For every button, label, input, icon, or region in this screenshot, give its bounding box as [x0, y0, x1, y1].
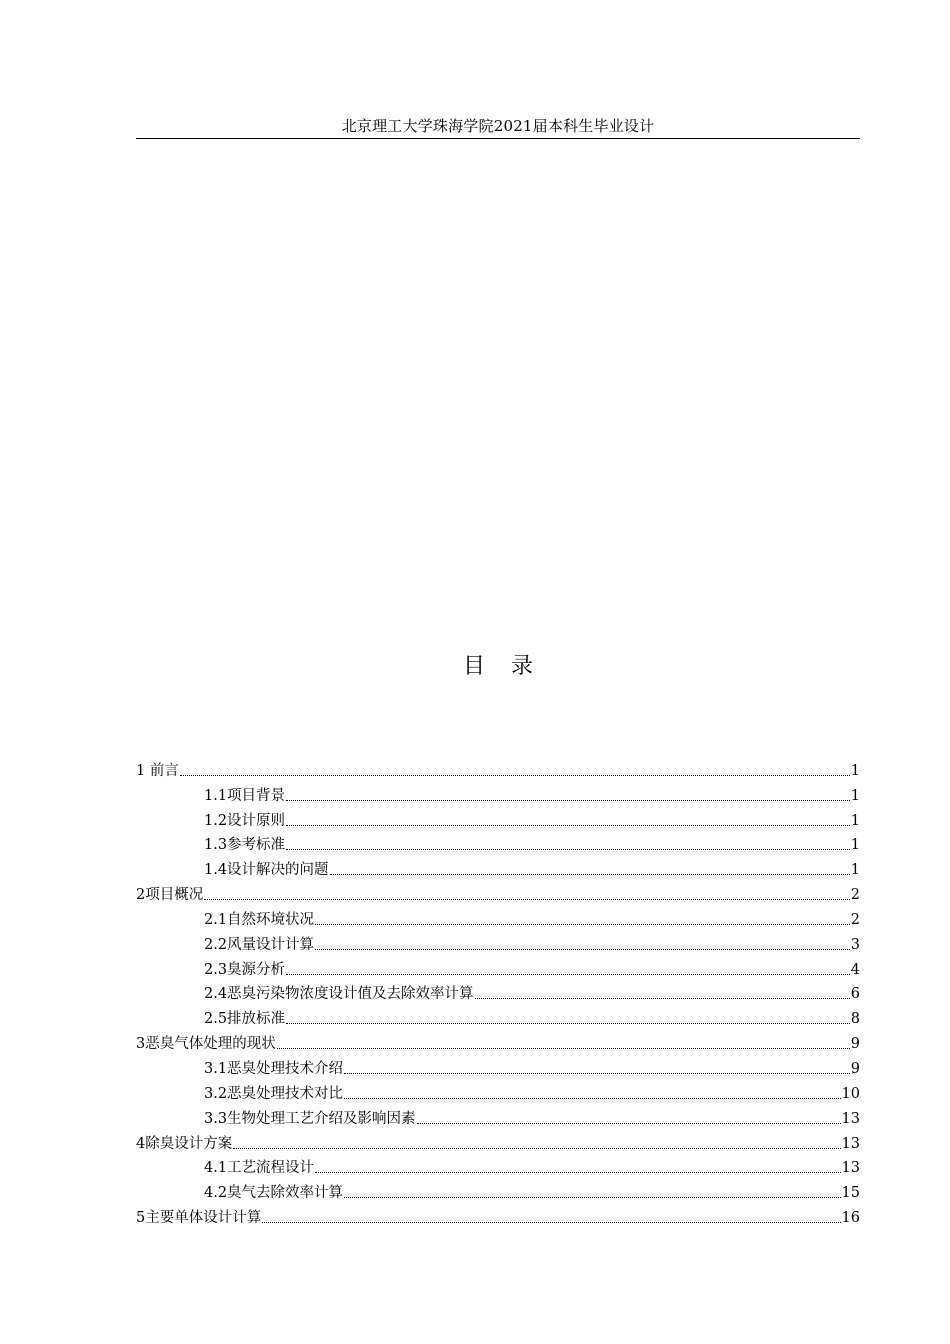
- toc-entry-page-number: 6: [850, 986, 860, 1003]
- toc-entry-label: 1.1项目背景: [204, 787, 286, 804]
- toc-dot-leader: [330, 874, 850, 875]
- toc-dot-leader: [344, 1073, 850, 1074]
- toc-entry-label: 3.2恶臭处理技术对比: [204, 1085, 344, 1102]
- toc-dot-leader: [286, 800, 850, 801]
- toc-entry[interactable]: [136, 1079, 860, 1104]
- toc-entry[interactable]: [136, 855, 860, 880]
- toc-entry-label: 1.3参考标准: [204, 837, 286, 854]
- toc-title: 目录: [462, 654, 559, 679]
- toc-dot-leader: [286, 974, 850, 975]
- toc-dot-leader: [286, 825, 850, 826]
- toc-entry[interactable]: [136, 781, 860, 806]
- toc-entry[interactable]: [136, 1129, 860, 1154]
- toc-entry[interactable]: [136, 831, 860, 856]
- toc-dot-leader: [277, 1048, 850, 1049]
- toc-entry-label: 2.1自然环境状况: [204, 911, 315, 928]
- toc-entry-label: 4除臭设计方案: [136, 1135, 233, 1152]
- toc-entry[interactable]: [136, 980, 860, 1005]
- toc-entry-page-number: 1: [850, 862, 860, 879]
- toc-entry-label: 1.2设计原则: [204, 812, 286, 829]
- toc-entry-page-number: 13: [841, 1110, 860, 1127]
- toc-entry-page-number: 16: [841, 1210, 860, 1227]
- toc-entry-label: 3.1恶臭处理技术介绍: [204, 1060, 344, 1077]
- toc-entry-page-number: 1: [850, 787, 860, 804]
- toc-entry[interactable]: [136, 1203, 860, 1228]
- toc-entry-page-number: 9: [850, 1036, 860, 1053]
- table-of-contents: [136, 756, 860, 1228]
- toc-entry-page-number: 1: [850, 837, 860, 854]
- toc-dot-leader: [233, 1148, 840, 1149]
- toc-dot-leader: [286, 1023, 850, 1024]
- toc-entry-label: 1.4设计解决的问题: [204, 862, 329, 879]
- toc-dot-leader: [262, 1222, 840, 1223]
- toc-entry[interactable]: [136, 930, 860, 955]
- toc-entry[interactable]: [136, 756, 860, 781]
- toc-dot-leader: [180, 775, 850, 776]
- toc-entry-page-number: 9: [850, 1060, 860, 1077]
- toc-dot-leader: [315, 949, 850, 950]
- toc-entry-label: 5主要单体设计计算: [136, 1210, 262, 1227]
- toc-entry-label: 4.1工艺流程设计: [204, 1160, 315, 1177]
- toc-entry-label: 4.2臭气去除效率计算: [204, 1185, 344, 1202]
- toc-entry-page-number: 2: [850, 887, 860, 904]
- toc-entry-page-number: 13: [841, 1160, 860, 1177]
- toc-entry-label: 2.2风量设计计算: [204, 936, 315, 953]
- toc-entry[interactable]: [136, 1004, 860, 1029]
- toc-entry-label: 2项目概况: [136, 887, 204, 904]
- toc-dot-leader: [286, 849, 850, 850]
- toc-dot-leader: [315, 924, 850, 925]
- toc-dot-leader: [344, 1197, 840, 1198]
- toc-entry-page-number: 8: [850, 1011, 860, 1028]
- toc-entry-label: 2.4恶臭污染物浓度设计值及去除效率计算: [204, 986, 474, 1003]
- toc-entry-page-number: 1: [850, 762, 860, 779]
- toc-entry-page-number: 15: [841, 1185, 860, 1202]
- toc-entry-page-number: 10: [841, 1085, 860, 1102]
- toc-entry[interactable]: [136, 1029, 860, 1054]
- toc-entry-label: 3.3生物处理工艺介绍及影响因素: [204, 1110, 416, 1127]
- toc-entry[interactable]: [136, 1154, 860, 1179]
- toc-entry[interactable]: [136, 806, 860, 831]
- toc-entry[interactable]: [136, 1178, 860, 1203]
- toc-entry[interactable]: [136, 1104, 860, 1129]
- toc-entry-page-number: 1: [850, 812, 860, 829]
- toc-dot-leader: [344, 1098, 840, 1099]
- running-header: 北京理工大学珠海学院2021届本科生毕业设计: [341, 117, 655, 135]
- toc-dot-leader: [204, 899, 850, 900]
- toc-entry-label: 2.3臭源分析: [204, 961, 286, 978]
- toc-entry-page-number: 13: [841, 1135, 860, 1152]
- toc-dot-leader: [315, 1172, 840, 1173]
- toc-entry-label: 1 前言: [136, 762, 179, 779]
- toc-entry-label: 3恶臭气体处理的现状: [136, 1036, 276, 1053]
- toc-entry[interactable]: [136, 1054, 860, 1079]
- header-rule: [136, 138, 860, 139]
- toc-entry-page-number: 4: [850, 961, 860, 978]
- toc-entry[interactable]: [136, 905, 860, 930]
- toc-entry-page-number: 2: [850, 911, 860, 928]
- toc-entry-page-number: 3: [850, 936, 860, 953]
- toc-entry-label: 2.5排放标准: [204, 1011, 286, 1028]
- toc-entry[interactable]: [136, 880, 860, 905]
- toc-entry[interactable]: [136, 955, 860, 980]
- toc-dot-leader: [417, 1123, 841, 1124]
- toc-dot-leader: [475, 998, 850, 999]
